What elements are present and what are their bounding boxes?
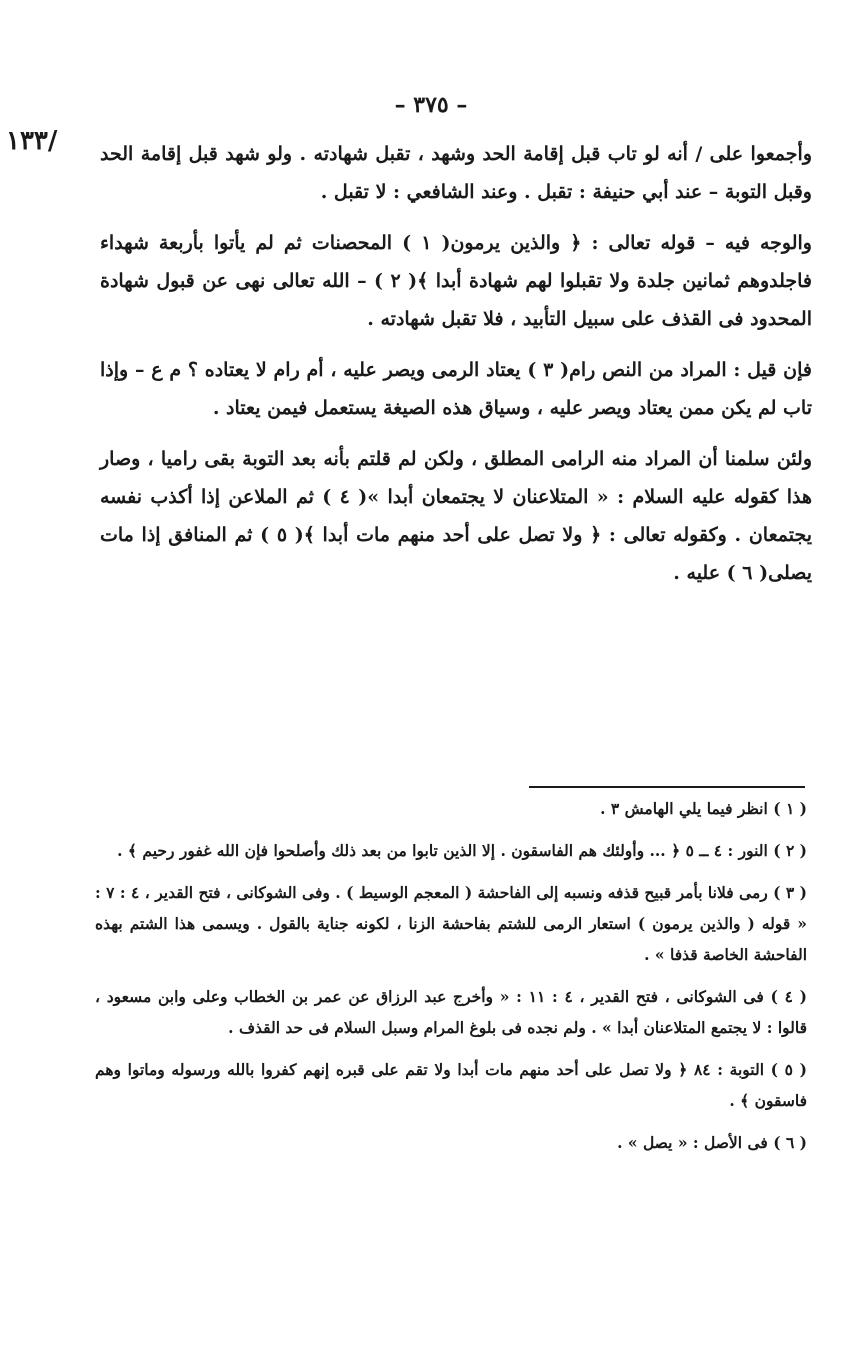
footnote-4: ( ٤ ) فى الشوكانى ، فتح القدير ، ٤ : ١١ : « وأخرج عبد الرزاق عن عمر بن الخطاب وعلى وابن مسعود ، قالوا : لا يجتمع المتلاعنان أبدا » . ولم نجده فى بلوغ المرام وسبل السلام فى حد القذف . — [95, 987, 807, 1037]
footnote-5: ( ٥ ) التوبة : ٨٤ ﴿ ولا تصل على أحد منهم مات أبدا ولا تقم على قبره إنهم كفروا بالله ورسوله وماتوا وهم فاسقون ﴾ . — [95, 1060, 807, 1110]
footnote-2: ( ٢ ) النور : ٤ ــ ٥ ﴿ ... وأولئك هم الفاسقون . إلا الذين تابوا من بعد ذلك وأصلحوا فإن الله غفور رحيم ﴾ . — [117, 841, 807, 860]
footnote-6: ( ٦ ) فى الأصل : « يصل » . — [617, 1133, 807, 1152]
footnote-divider — [529, 786, 805, 788]
margin-folio-note: ١٣٣/ — [6, 126, 58, 156]
paragraph-1: وأجمعوا على / أنه لو تاب قبل إقامة الحد وشهد ، تقبل شهادته . ولو شهد قبل إقامة الحد وقبل التوبة – عند أبي حنيفة : تقبل . وعند الشافعي : لا تقبل . — [100, 143, 812, 203]
footnotes — [95, 793, 807, 1169]
page-number: – ٣٧٥ – — [394, 92, 468, 118]
footnote-3: ( ٣ ) رمى فلانا بأمر قبيح قذفه ونسبه إلى الفاحشة ( المعجم الوسيط ) . وفى الشوكانى ، فتح القدير ، ٤ : ٧ : « قوله ( والذين يرمون ) استعار الرمى للشتم بفاحشة الزنا ، لكونه جناية بالقول . ويسمى هذا الشتم بهذه الفاحشة الخاصة قذفا » . — [95, 883, 808, 964]
paragraph-3: فإن قيل : المراد من النص رام( ٣ ) يعتاد الرمى ويصر عليه ، أم رام لا يعتاده ؟ م ع – وإذا تاب لم يكن ممن يعتاد ويصر عليه ، وسياق هذه الصيغة يستعمل فيمن يعتاد . — [100, 359, 812, 419]
footnote-1: ( ١ ) انظر فيما يلي الهامش ٣ . — [600, 799, 807, 818]
main-text — [100, 135, 812, 605]
paragraph-4: ولئن سلمنا أن المراد منه الرامى المطلق ، ولكن لم قلتم بأنه بعد التوبة بقى راميا ، وصار هذا كقوله عليه السلام : « المتلاعنان لا يجتمعان أبدا »( ٤ ) ثم الملاعن إذا أكذب نفسه يجتمعان . وكقوله تعالى : ﴿ ولا تصل على أحد منهم مات أبدا ﴾( ٥ ) ثم المنافق إذا مات يصلى( ٦ ) عليه . — [100, 448, 813, 584]
paragraph-2: والوجه فيه – قوله تعالى : ﴿ والذين يرمون( ١ ) المحصنات ثم لم يأتوا بأربعة شهداء فاجلدوهم ثمانين جلدة ولا تقبلوا لهم شهادة أبدا ﴾( ٢ ) – الله تعالى نهى عن قبول شهادة المحدود فى القذف على سبيل التأبيد ، فلا تقبل شهادته . — [100, 232, 812, 330]
